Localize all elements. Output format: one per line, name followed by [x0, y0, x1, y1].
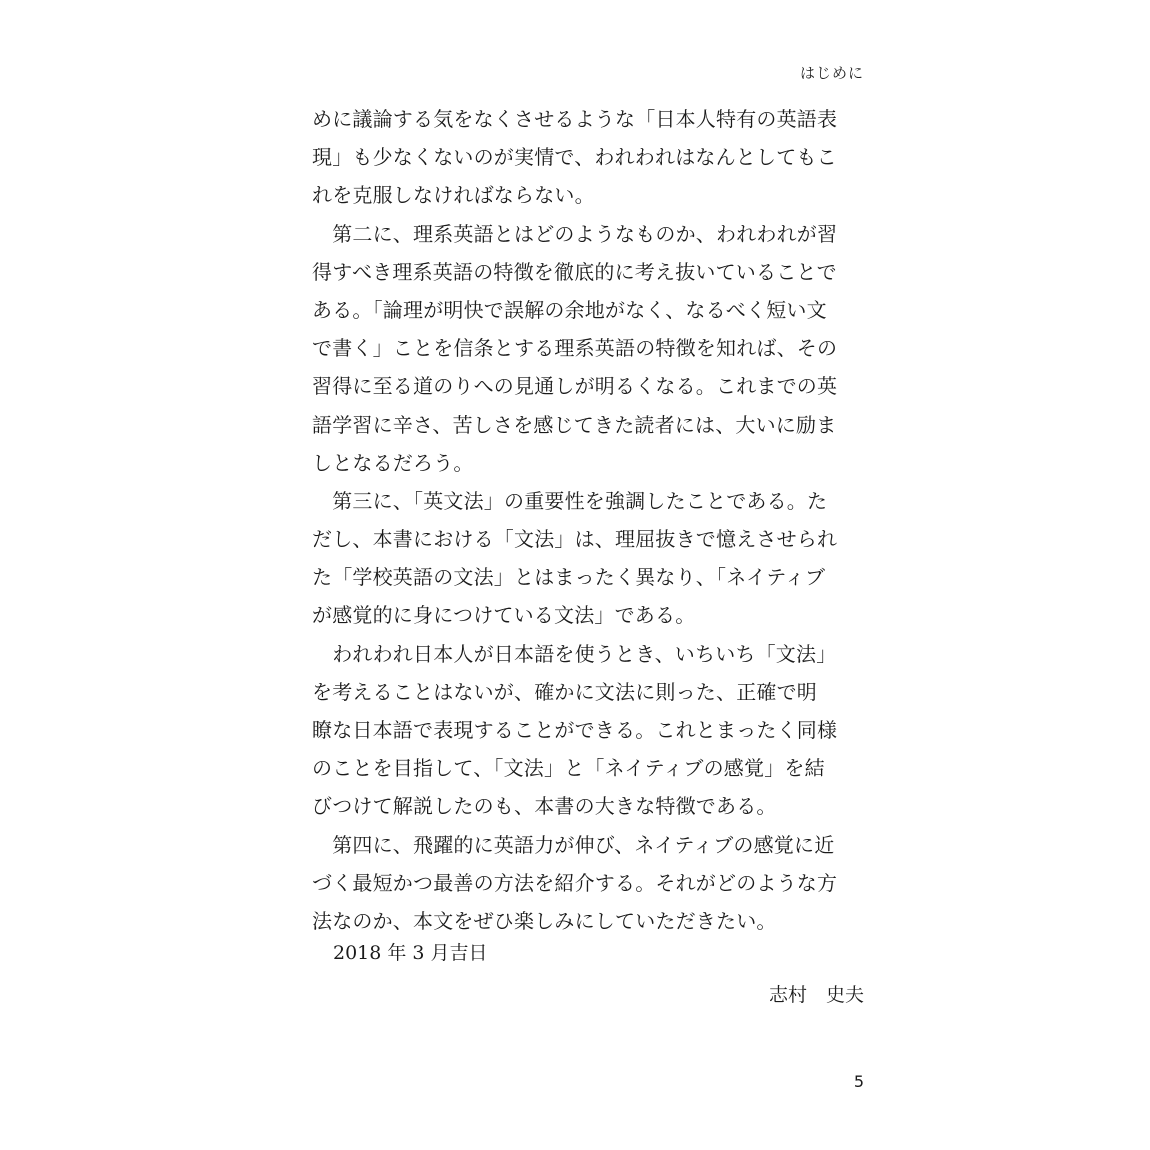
text-line: づく最短かつ最善の方法を紹介する。それがどのような方	[312, 870, 838, 895]
text-line: 瞭な日本語で表現することができる。これとまったく同様	[312, 718, 838, 742]
text-line: た「学校英語の文法」とはまったく異なり、「ネイティブ	[312, 565, 826, 590]
text-line: めに議論する気をなくさせるような「日本人特有の英語表	[312, 107, 838, 131]
body-text	[312, 100, 872, 940]
text-line: 第四に、飛躍的に英語力が伸び、ネイティブの感覚に近	[312, 832, 835, 857]
running-head: はじめに	[799, 64, 864, 82]
text-line: ある。「論理が明快で誤解の余地がなく、なるべく短い文	[312, 297, 827, 322]
text-line: だし、本書における「文法」は、理屈抜きで憶えさせられ	[312, 527, 838, 552]
text-line: のことを目指して、「文法」と「ネイティブの感覚」を結	[312, 756, 825, 781]
text-line: 現」も少なくないのが実情で、われわれはなんとしてもこ	[312, 145, 837, 170]
text-line: びつけて解説したのも、本書の大きな特徴である。	[312, 794, 777, 819]
text-line: が感覚的に身につけている文法」である。	[312, 603, 696, 628]
text-line: れを克服しなければならない。	[312, 183, 595, 208]
text-line: 第三に、「英文法」の重要性を強調したことである。た	[312, 488, 828, 513]
text-line: 得すべき理系英語の特徴を徹底的に考え抜いていることで	[312, 259, 837, 284]
author-signature: 志村 史夫	[768, 984, 864, 1006]
text-line: で書く」ことを信条とする理系英語の特徴を知れば、その	[312, 336, 838, 361]
text-line: 語学習に辛さ、苦しさを感じてきた読者には、大いに励ま	[312, 412, 837, 437]
text-line: 第二に、理系英語とはどのようなものか、われわれが習	[312, 221, 838, 246]
text-line: を考えることはないが、確かに文法に則った、正確で明	[312, 679, 817, 704]
page-number: 5	[853, 1072, 864, 1091]
date-line: 2018 年 3 月吉日	[333, 942, 488, 964]
text-line: 習得に至る道のりへの見通しが明るくなる。これまでの英	[312, 374, 838, 399]
text-line: しとなるだろう。	[312, 450, 474, 475]
text-line: われわれ日本人が日本語を使うとき、いちいち「文法」	[312, 641, 837, 666]
text-line: 法なのか、本文をぜひ楽しみにしていただきたい。	[312, 908, 777, 933]
